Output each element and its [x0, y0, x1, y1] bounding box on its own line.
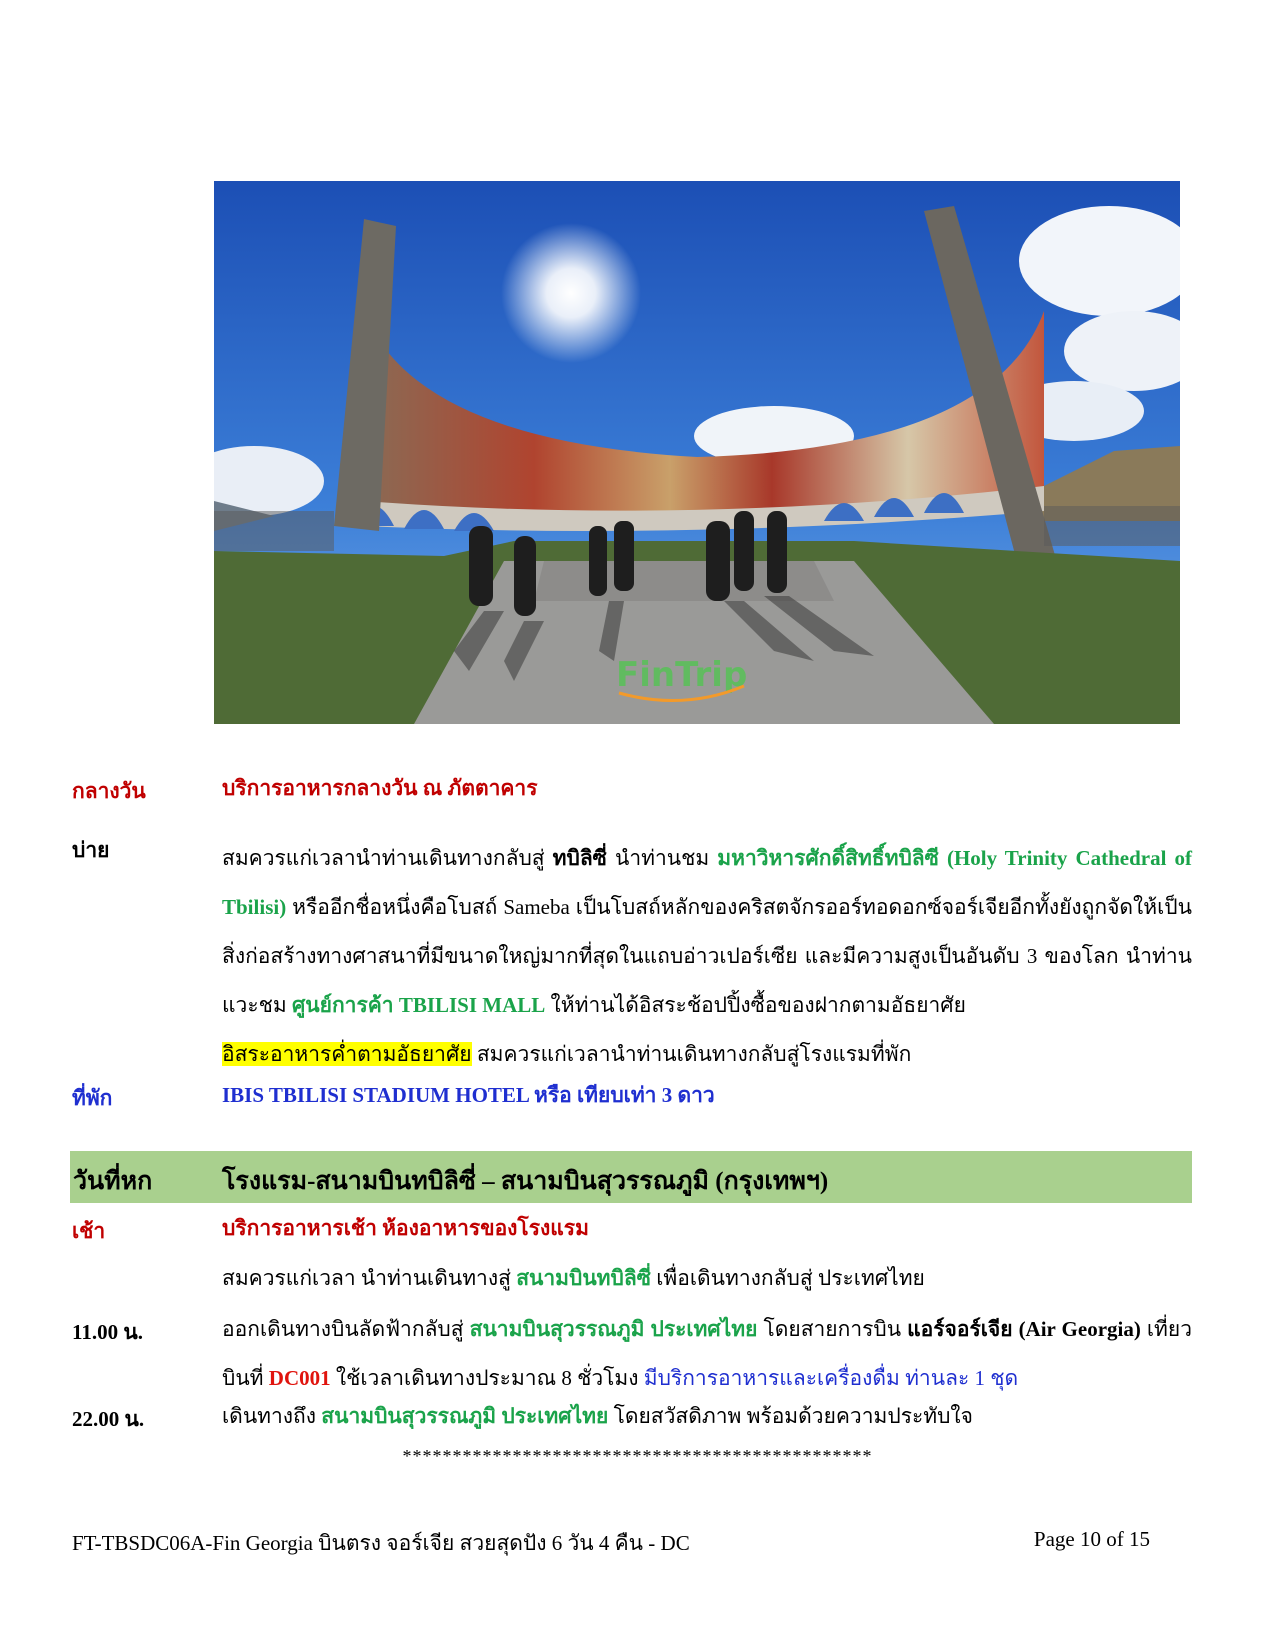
hotel-label: ที่พัก [72, 1086, 113, 1110]
time-1100-label: 11.00 น. [72, 1320, 143, 1344]
afternoon-label: บ่าย [72, 838, 110, 862]
afternoon-text: สมควรแก่เวลานำท่านเดินทางกลับสู่ ทบิลิซี่ นำท่านชม มหาวิหารศักดิ์สิทธิ์ทบิลิซี (Holy Trinity Cathedral of Tbilisi) หรืออีกชื่อหนึ่งคือโบสถ์ Sameba เป็นโบสถ์หลักของคริสตจักรออร์ทอดอกซ์จอร์เจียอีกทั้งยังถูกจัดให้เป็นสิ่งก่อสร้างทางศาสนาที่มีขนาดใหญ่มากที่สุดในแถบอ่าวเปอร์เซีย และมีความสูงเป็นอันดับ 3 ของโลก นำท่านแวะชม ศูนย์การค้า TBILISI MALL ให้ท่านได้อิสระช้อปปิ้งซื้อของฝากตามอัธยาศัย อิสระอาหารค่ำตามอัธยาศัย สมควรแก่เวลานำท่านเดินทางกลับสู่โรงแรมที่พัก [222, 846, 1192, 1066]
day6-title: โรงแรม-สนามบินทบิลิซี่ – สนามบินสุวรรณภูมิ (กรุงเทพฯ) [222, 1168, 829, 1195]
breakfast-label: เช้า [72, 1219, 106, 1243]
fintrip-watermark: FinTrip [616, 655, 748, 695]
monument-photo [214, 181, 1180, 724]
time-1100-text: ออกเดินทางบินลัดฟ้ากลับสู่ สนามบินสุวรรณภูมิ ประเทศไทย โดยสายการบิน แอร์จอร์เจีย (Air Georgia) เที่ยวบินที่ DC001 ใช้เวลาเดินทางประมาณ 8 ชั่วโมง มีบริการอาหารและเครื่องดื่ม ท่านละ 1 ชุด [222, 1317, 1192, 1390]
monument-illustration [214, 181, 1180, 724]
meal-service: มีบริการอาหารและเครื่องดื่ม ท่านละ 1 ชุด [643, 1366, 1019, 1390]
suvarnabhumi-dest: สนามบินสุวรรณภูมิ ประเทศไทย [469, 1317, 758, 1341]
cathedral-name: มหาวิหารศักดิ์สิทธิ์ทบิลิซี (Holy Trinity Cathedral of Tbilisi) [222, 846, 1192, 919]
time-2200-label: 22.00 น. [72, 1407, 145, 1431]
flight-number: DC001 [268, 1366, 331, 1390]
day6-header [70, 1151, 1192, 1203]
arrival-dest: สนามบินสุวรรณภูมิ ประเทศไทย [321, 1404, 609, 1428]
time-2200-text: เดินทางถึง สนามบินสุวรรณภูมิ ประเทศไทย โดยสวัสดิภาพ พร้อมด้วยความประทับใจ [222, 1404, 973, 1428]
lunch-label: กลางวัน [72, 779, 146, 803]
breakfast-text: บริการอาหารเช้า ห้องอาหารของโรงแรม [222, 1216, 589, 1240]
day6-label: วันที่หก [73, 1168, 153, 1195]
transfer-text: สมควรแก่เวลา นำท่านเดินทางสู่ สนามบินทบิลิซี่ เพื่อเดินทางกลับสู่ ประเทศไทย [222, 1266, 925, 1290]
tbilisi-name: ทบิลิซี่ [552, 846, 607, 870]
mall-name: ศูนย์การค้า TBILISI MALL [291, 993, 546, 1017]
dinner-highlight: อิสระอาหารค่ำตามอัธยาศัย [222, 1042, 472, 1066]
footer-doc-code: FT-TBSDC06A-Fin Georgia บินตรง จอร์เจีย สวยสุดปัง 6 วัน 4 คืน - DC [72, 1531, 690, 1555]
footer-page-number: Page 10 of 15 [1033, 1527, 1150, 1551]
tbilisi-airport: สนามบินทบิลิซี่ [516, 1266, 651, 1290]
separator-stars: *********************************************** [402, 1446, 873, 1466]
lunch-text: บริการอาหารกลางวัน ณ ภัตตาคาร [222, 776, 538, 800]
airline-name: แอร์จอร์เจีย (Air Georgia) [907, 1317, 1141, 1341]
hotel-text: IBIS TBILISI STADIUM HOTEL หรือ เทียบเท่า 3 ดาว [222, 1083, 715, 1107]
